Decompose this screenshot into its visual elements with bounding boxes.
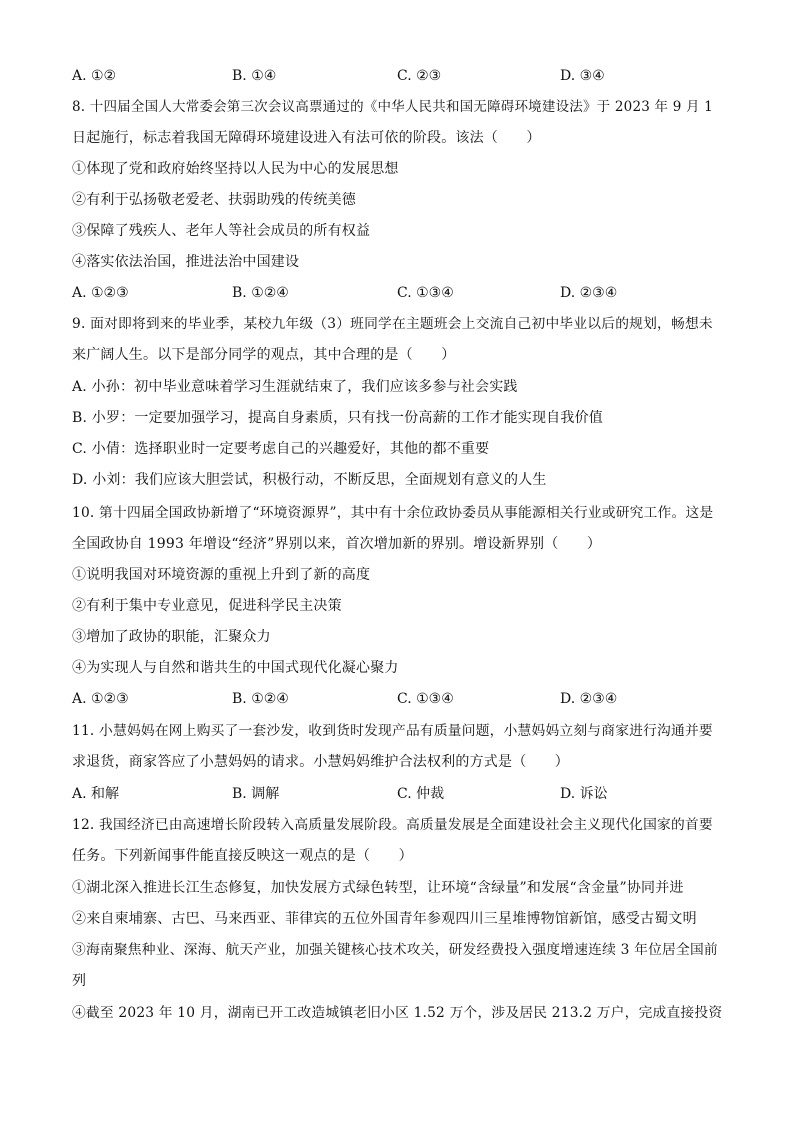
q10-statement-4: ④为实现人与自然和谐共生的中国式现代化凝心聚力: [72, 660, 399, 676]
q10-option-a[interactable]: A. ①②③: [72, 691, 129, 707]
q9-choice-b[interactable]: B. 小罗：一定要加强学习，提高自身素质，只有找一份高薪的工作才能实现自我价值: [72, 410, 603, 426]
q12-statement-1: ①湖北深入推进长江生态修复，加快发展方式绿色转型，让环境“含绿量”和发展“含金量”协同并进: [72, 880, 684, 896]
q9-stem-line-1: 9. 面对即将到来的毕业季，某校九年级（3）班同学在主题班会上交流自己初中毕业以后的规划，畅想未: [72, 316, 713, 332]
q10-stem-line-1: 10. 第十四届全国政协新增了“环境资源界”，其中有十余位政协委员从事能源相关行业或研究工作。这是: [72, 505, 714, 521]
q8-statement-2: ②有利于弘扬敬老爱老、扶弱助残的传统美德: [72, 192, 356, 208]
q8-option-b[interactable]: B. ①②④: [232, 285, 289, 301]
q11-option-c[interactable]: C. 仲裁: [397, 786, 445, 802]
q8-option-a[interactable]: A. ①②③: [72, 285, 129, 301]
q10-options: [72, 689, 722, 709]
q7-options: [72, 66, 722, 86]
q12-statement-3-continued: 列: [72, 973, 87, 989]
q8-statement-1: ①体现了党和政府始终坚持以人民为中心的发展思想: [72, 161, 399, 177]
q11-option-a[interactable]: A. 和解: [72, 786, 120, 802]
q7-option-b[interactable]: B. ①④: [232, 68, 277, 84]
q8-statement-4: ④落实依法治国，推进法治中国建设: [72, 254, 300, 270]
q8-option-d[interactable]: D. ②③④: [560, 285, 618, 301]
q10-option-d[interactable]: D. ②③④: [560, 691, 618, 707]
q10-option-c[interactable]: C. ①③④: [397, 691, 454, 707]
q12-statement-2: ②来自柬埔寨、古巴、马来西亚、菲律宾的五位外国青年参观四川三星堆博物馆新馆，感受古蜀文明: [72, 911, 697, 927]
q11-option-d[interactable]: D. 诉讼: [560, 786, 608, 802]
q8-stem-line-1: 8. 十四届全国人大常委会第三次会议高票通过的《中华人民共和国无障碍环境建设法》于 2023 年 9 月 1: [72, 99, 713, 115]
q9-choice-a[interactable]: A. 小孙：初中毕业意味着学习生涯就结束了，我们应该多参与社会实践: [72, 379, 518, 395]
q7-option-a[interactable]: A. ①②: [72, 68, 117, 84]
q8-stem-line-2: 日起施行，标志着我国无障碍环境建设进入有法可依的阶段。该法（ ）: [72, 130, 541, 146]
q12-statement-3: ③海南聚焦种业、深海、航天产业，加强关键核心技术攻关，研发经费投入强度增速连续 3 年位居全国前: [72, 942, 718, 958]
q11-options: [72, 784, 722, 804]
q9-choice-d[interactable]: D. 小刘：我们应该大胆尝试，积极行动，不断反思，全面规划有意义的人生: [72, 472, 547, 488]
q12-stem-line-2: 任务。下列新闻事件能直接反映这一观点的是（ ）: [72, 848, 413, 864]
q7-option-c[interactable]: C. ②③: [397, 68, 442, 84]
q11-stem-line-2: 求退货，商家答应了小慧妈妈的请求。小慧妈妈维护合法权利的方式是（ ）: [72, 754, 569, 770]
q12-statement-4: ④截至 2023 年 10 月，湖南已开工改造城镇老旧小区 1.52 万个，涉及居民 213.2 万户，完成直接投资: [72, 1005, 723, 1021]
q10-statement-1: ①说明我国对环境资源的重视上升到了新的高度: [72, 567, 371, 583]
q12-stem-line-1: 12. 我国经济已由高速增长阶段转入高质量发展阶段。高质量发展是全面建设社会主义现代化国家的首要: [72, 817, 713, 833]
q10-option-b[interactable]: B. ①②④: [232, 691, 289, 707]
q8-option-c[interactable]: C. ①③④: [397, 285, 454, 301]
q9-choice-c[interactable]: C. 小倩：选择职业时一定要考虑自己的兴趣爱好，其他的都不重要: [72, 441, 490, 457]
q11-stem-line-1: 11. 小慧妈妈在网上购买了一套沙发，收到货时发现产品有质量问题，小慧妈妈立刻与商家进行沟通并要: [72, 723, 713, 739]
q9-stem-line-2: 来广阔人生。以下是部分同学的观点，其中合理的是（ ）: [72, 347, 456, 363]
q11-option-b[interactable]: B. 调解: [232, 786, 280, 802]
q10-stem-line-2: 全国政协自 1993 年增设“经济”界别以来，首次增加新的界别。增设新界别（ ）: [72, 536, 602, 552]
q7-option-d[interactable]: D. ③④: [560, 68, 605, 84]
q8-statement-3: ③保障了残疾人、老年人等社会成员的所有权益: [72, 223, 371, 239]
q10-statement-3: ③增加了政协的职能，汇聚众力: [72, 629, 271, 645]
q10-statement-2: ②有利于集中专业意见，促进科学民主决策: [72, 598, 342, 614]
q8-options: [72, 283, 722, 303]
